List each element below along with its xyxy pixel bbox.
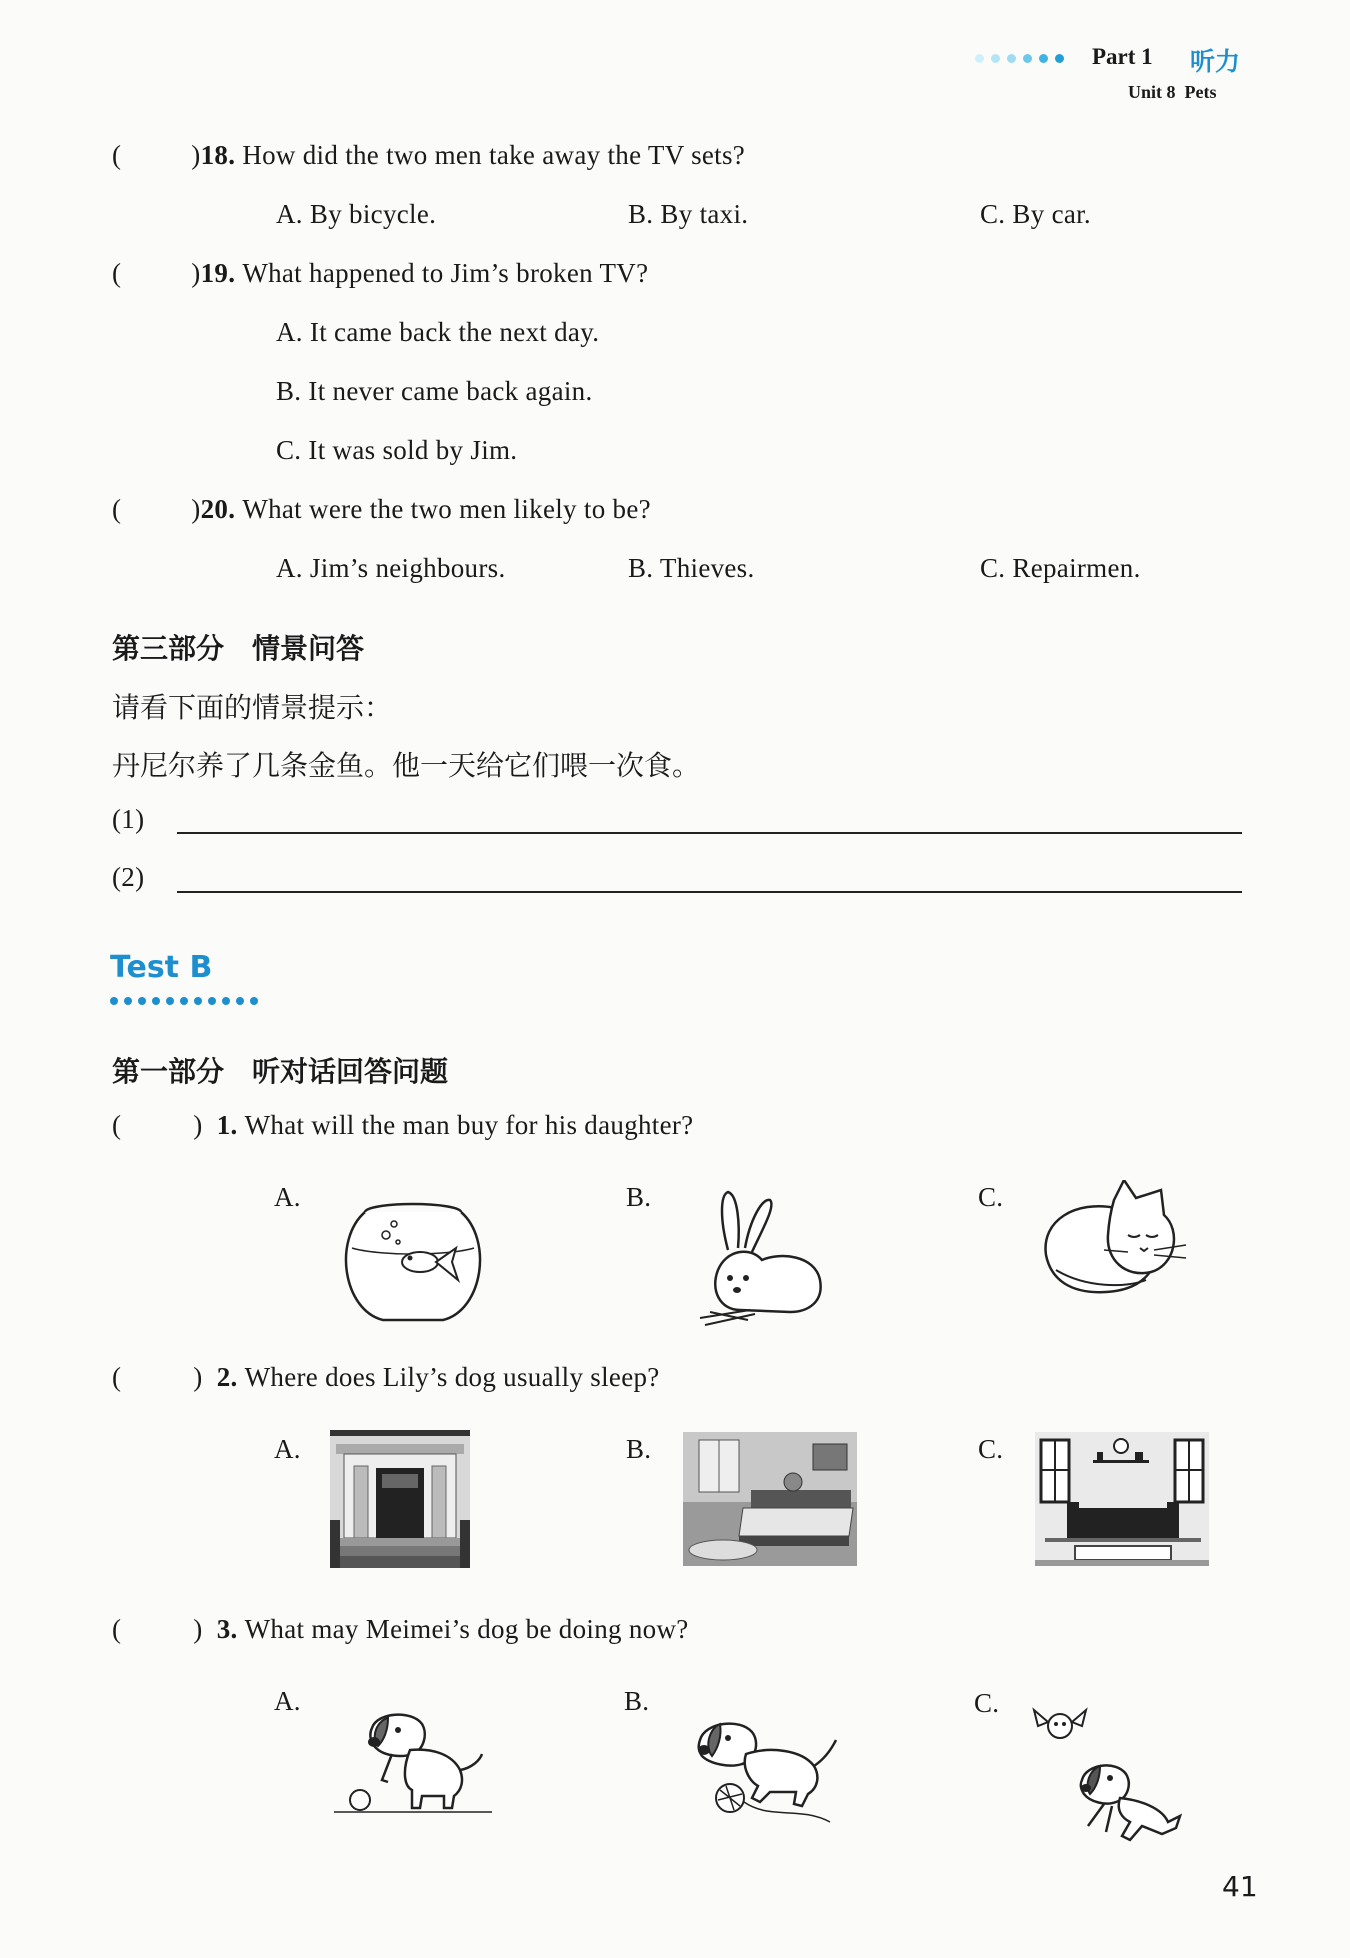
tb-q3-option-b: B. — [624, 1686, 650, 1716]
q19-option-c: C. It was sold by Jim. — [276, 435, 518, 465]
tb-q2-option-a: A. — [274, 1434, 301, 1464]
q19-option-a: A. It came back the next day. — [276, 317, 600, 347]
test-b-dots — [110, 997, 258, 1005]
dog-chasing-bird-image[interactable] — [1030, 1700, 1190, 1850]
q19-option-b: B. It never came back again. — [276, 376, 593, 406]
dog-with-yarn-image[interactable] — [690, 1710, 850, 1830]
answer-1-line[interactable] — [177, 832, 1242, 834]
tb-q1-option-b: B. — [626, 1182, 652, 1212]
part3-title: 第三部分 情景问答 — [112, 632, 365, 665]
answer-2-label: (2) — [112, 862, 145, 892]
tb-q3-option-a: A. — [274, 1686, 301, 1716]
tb-q2-option-b: B. — [626, 1434, 652, 1464]
testb-question-3: ( ) 3. What may Meimei’s dog be doing now? — [112, 1614, 689, 1644]
tb-q2-option-c: C. — [978, 1434, 1004, 1464]
header-unit: Unit 8 Pets — [1128, 82, 1217, 102]
page-number: 41 — [1222, 1870, 1258, 1903]
tb-q1-option-c: C. — [978, 1182, 1004, 1212]
question-19: ( )19. What happened to Jim’s broken TV? — [112, 258, 649, 288]
answer-1-label: (1) — [112, 804, 145, 834]
q20-option-a: A. Jim’s neighbours. — [276, 553, 506, 583]
part3-prompt-label: 请看下面的情景提示： — [112, 691, 393, 724]
question-18: ( )18. How did the two men take away the TV sets? — [112, 140, 746, 170]
q20-option-c: C. Repairmen. — [980, 553, 1141, 583]
question-20: ( )20. What were the two men likely to be? — [112, 494, 651, 524]
testb-question-2: ( ) 2. Where does Lily’s dog usually sleep? — [112, 1362, 660, 1392]
dog-with-ball-image[interactable] — [332, 1710, 492, 1820]
q20-option-b: B. Thieves. — [628, 553, 755, 583]
tb-q3-option-c: C. — [974, 1688, 1000, 1718]
test-b-section1-title: 第一部分 听对话回答问题 — [112, 1055, 449, 1088]
header-part: Part 1 — [1092, 44, 1153, 69]
answer-2-line[interactable] — [177, 891, 1242, 893]
header-dots — [975, 54, 1064, 63]
living-room-image[interactable] — [1035, 1432, 1209, 1566]
tb-q1-option-a: A. — [274, 1182, 301, 1212]
cat-image[interactable] — [1036, 1180, 1196, 1300]
goldfish-bowl-image[interactable] — [338, 1200, 488, 1325]
house-front-door-image[interactable] — [330, 1430, 470, 1568]
part3-scenario: 丹尼尔养了几条金鱼。他一天给它们喂一次食。 — [112, 749, 701, 782]
q18-option-b: B. By taxi. — [628, 199, 749, 229]
q18-option-a: A. By bicycle. — [276, 199, 437, 229]
test-b-title: Test B — [110, 950, 213, 985]
rabbit-image[interactable] — [690, 1190, 840, 1330]
q18-option-c: C. By car. — [980, 199, 1091, 229]
header-section: 听力 — [1190, 47, 1241, 76]
testb-question-1: ( ) 1. What will the man buy for his daughter? — [112, 1110, 694, 1140]
bedroom-image[interactable] — [683, 1432, 857, 1566]
